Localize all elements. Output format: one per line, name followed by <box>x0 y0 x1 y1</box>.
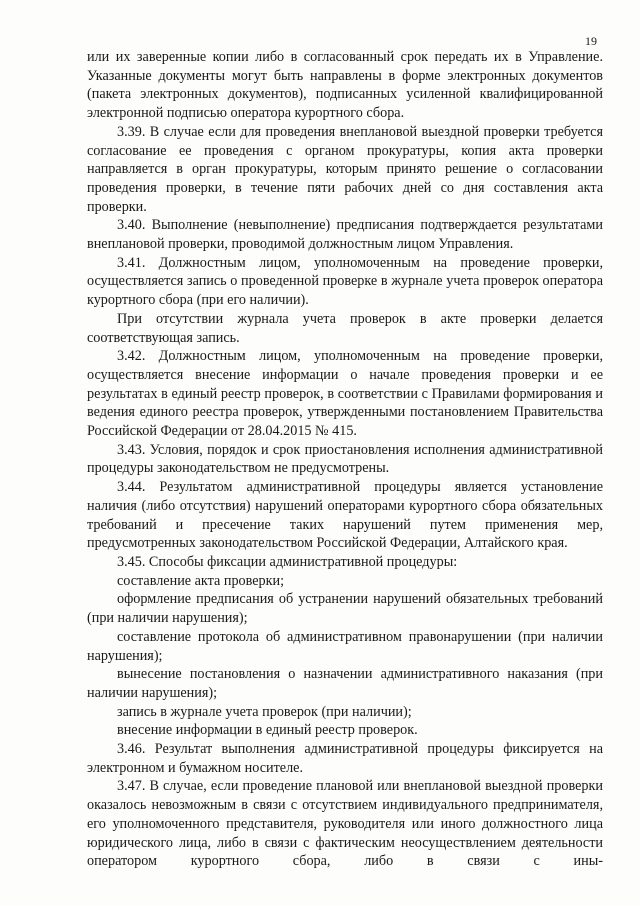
paragraph-3-40: 3.40. Выполнение (невыполнение) предписания подтверждается результатами внеплановой проверки, проводимой должностным лицом Управления. <box>87 217 603 253</box>
paragraph-3-42: 3.42. Должностным лицом, уполномоченным на проведение проверки, осуществляется внесение информации о начале проведения проверки и ее результатах в единый реестр проверок, в соответствии с Правилами формирования и ведения единого реестра проверок, утвержденными постановлением Правительства Российской Федерации от 28.04.2015 № 415. <box>87 348 603 440</box>
list-item: оформление предписания об устранении нарушений обязательных требований (при наличии нарушения); <box>87 591 603 627</box>
paragraph-3-44: 3.44. Результатом административной процедуры является установление наличия (либо отсутствия) нарушений операторами курортного сбора обязательных требований и пресечение таких нарушений путем применения мер, предусмотренных законодательством Российской Федерации, Алтайского края. <box>87 479 603 552</box>
paragraph-3-41: 3.41. Должностным лицом, уполномоченным на проведение проверки, осуществляется запись о проведенной проверке в журнале учета проверок оператора курортного сбора (при его наличии). <box>87 254 603 309</box>
paragraph-3-43: 3.43. Условия, порядок и срок приостановления исполнения административной процедуры законодательством не предусмотрены. <box>87 441 603 477</box>
list-item: внесение информации в единый реестр проверок. <box>117 722 418 739</box>
page-number: 19 <box>585 34 597 48</box>
paragraph-3-47: 3.47. В случае, если проведение плановой или внеплановой выездной проверки оказалось невозможным в связи с отсутствием индивидуального предпринимателя, его уполномоченного представителя, руководителя или иного должностного лица юридического лица, либо в связи с фактическим неосуществлением деятельности оператором курортного сбора, либо в связи с ины- <box>87 778 603 870</box>
paragraph-3-41-note: При отсутствии журнала учета проверок в акте проверки делается соответствующая запись. <box>87 310 603 346</box>
paragraph-continuation: или их заверенные копии либо в согласованный срок передать их в Управление. Указанные документы могут быть направлены в форме электронных документов (пакета электронных документов), подписанных усиленной квалифицированной электронной подписью оператора курортного сбора. <box>87 49 603 122</box>
document-body <box>87 48 603 871</box>
paragraph-3-39: 3.39. В случае если для проведения внеплановой выездной проверки требуется согласование ее проведения с органом прокуратуры, копия акта проверки направляется в орган прокуратуры, которым принято решение о согласовании проведения проверки, в течение пяти рабочих дней со дня составления акта проверки. <box>87 123 603 215</box>
list-item: составление акта проверки; <box>117 572 285 589</box>
list-item: составление протокола об административном правонарушении (при наличии нарушения); <box>87 628 603 664</box>
paragraph-3-45: 3.45. Способы фиксации административной процедуры: <box>117 553 458 570</box>
paragraph-3-46: 3.46. Результат выполнения административной процедуры фиксируется на электронном и бумажном носителе. <box>87 741 603 776</box>
list-item: вынесение постановления о назначении административного наказания (при наличии нарушения); <box>87 666 603 701</box>
list-item: запись в журнале учета проверок (при наличии); <box>117 703 412 720</box>
